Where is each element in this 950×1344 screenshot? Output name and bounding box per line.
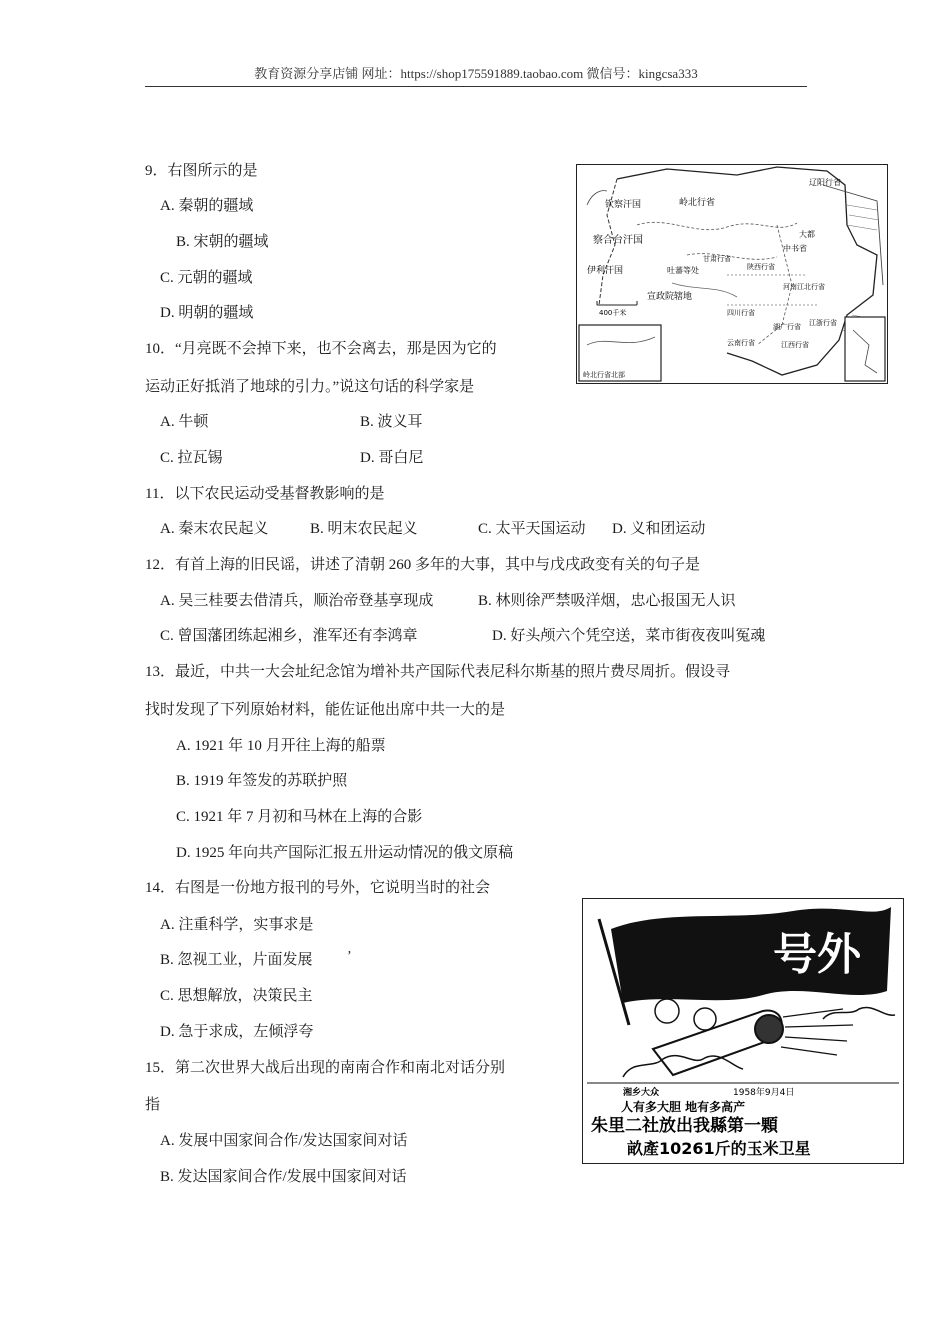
newspaper-banner: 号外 [773,929,861,980]
q13-option-a[interactable]: A. 1921 年 10 月开往上海的船票 [176,738,386,754]
newspaper-masthead: 湘乡大众 [623,1088,660,1098]
q13-option-b[interactable]: B. 1919 年签发的苏联护照 [176,773,348,789]
q10-option-d[interactable]: D. 哥白尼 [360,450,424,466]
question-10-stem-2: 运动正好抵消了地球的引力。”说这句话的科学家是 [145,379,475,395]
map-drawing [577,165,886,382]
newspaper-date: 1958年9月4日 [733,1088,795,1098]
map-label: 河南江北行省 [783,283,825,291]
header-rule [145,86,807,87]
q11-option-d[interactable]: D. 义和团运动 [612,521,706,537]
q12-option-b[interactable]: B. 林则徐严禁吸洋烟，忠心报国无人识 [478,593,736,609]
q14-option-a[interactable]: A. 注重科学，实事求是 [160,917,314,933]
map-label: 陕西行省 [747,263,775,271]
q10-option-c[interactable]: C. 拉瓦锡 [160,450,223,466]
map-label: 大都 [799,230,815,239]
map-label: 岭北行省北部 [583,371,625,379]
q15-option-b[interactable]: B. 发达国家间合作/发展中国家间对话 [160,1169,407,1185]
map-label: 辽阳行省 [809,178,841,187]
q9-option-a[interactable]: A. 秦朝的疆域 [160,198,254,214]
map-label: 云南行省 [727,339,755,347]
question-10-stem-1: 10．“月亮既不会掉下来，也不会离去，那是因为它的 [145,341,497,357]
map-label: 江西行省 [781,341,809,349]
q9-option-d[interactable]: D. 明朝的疆域 [160,305,254,321]
question-15-stem-1: 15．第二次世界大战后出现的南南合作和南北对话分别 [145,1060,506,1076]
map-label: 中书省 [783,244,807,253]
q9-option-b[interactable]: B. 宋朝的疆域 [176,234,269,250]
map-label: 四川行省 [727,309,755,317]
map-label: 甘肃行省 [703,255,731,263]
q10-option-a[interactable]: A. 牛顿 [160,414,209,430]
q13-option-c[interactable]: C. 1921 年 7 月初和马林在上海的合影 [176,809,423,825]
q14-option-d[interactable]: D. 急于求成，左倾浮夸 [160,1024,314,1040]
question-13-stem-1: 13．最近，中共一大会址纪念馆为增补共产国际代表尼科尔斯基的照片费尽周折。假设寻 [145,664,731,680]
q12-option-d[interactable]: D. 好头颅六个凭空送，菜市街夜夜叫冤魂 [492,628,766,644]
map-label: 吐蕃等处 [667,266,699,275]
question-11-stem: 11．以下农民运动受基督教影响的是 [145,486,385,502]
map-label: 伊利汗国 [587,266,624,276]
newspaper-headline-sub: 畝產10261斤的玉米卫星 [627,1139,811,1158]
map-label: 岭北行省 [679,198,716,208]
yuan-territory-map [576,164,888,384]
q12-option-a[interactable]: A. 吴三桂要去借清兵，顺治帝登基享现成 [160,593,434,609]
newspaper-drawing [583,899,902,1162]
q11-option-b[interactable]: B. 明末农民起义 [310,521,418,537]
q11-option-a[interactable]: A. 秦末农民起义 [160,521,269,537]
map-label: 宣政院辖地 [647,292,693,302]
q11-option-c[interactable]: C. 太平天国运动 [478,521,586,537]
q10-option-b[interactable]: B. 波义耳 [360,414,423,430]
map-label: 江浙行省 [809,319,837,327]
question-13-stem-2: 找时发现了下列原始材料，能佐证他出席中共一大的是 [145,702,506,718]
newspaper-headline-main: 朱里二社放出我縣第一顆 [591,1116,778,1136]
newspaper-headline-small: 人有多大胆 地有多高产 [621,1100,746,1114]
newspaper-extra-figure [582,898,904,1164]
header-text: 教育资源分享店铺 网址：https://shop175591889.taobao.com 微信号：kingcsa333 [254,66,698,81]
map-label: 湖广行省 [773,323,801,331]
map-label: 察合台汗国 [593,235,643,246]
q9-option-c[interactable]: C. 元朝的疆域 [160,270,253,286]
question-15-stem-2: 指 [145,1097,161,1113]
map-label: 钦察汗国 [605,200,642,210]
map-label: 400千米 [599,309,627,317]
q14-option-b[interactable]: B. 忽视工业，片面发展 [160,952,313,968]
q13-option-d[interactable]: D. 1925 年向共产国际汇报五卅运动情况的俄文原稿 [176,845,514,861]
q14-option-c[interactable]: C. 思想解放，决策民主 [160,988,313,1004]
q12-option-c[interactable]: C. 曾国藩团练起湘乡，淮军还有李鸿章 [160,628,418,644]
q15-option-a[interactable]: A. 发展中国家间合作/发达国家间对话 [160,1133,408,1149]
stray-mark: ’ [347,949,352,964]
question-12-stem: 12．有首上海的旧民谣，讲述了清朝 260 多年的大事，其中与戊戌政变有关的句子是 [145,557,701,573]
question-14-stem: 14．右图是一份地方报刊的号外，它说明当时的社会 [145,880,491,896]
question-9-stem: 9．右图所示的是 [145,163,258,179]
